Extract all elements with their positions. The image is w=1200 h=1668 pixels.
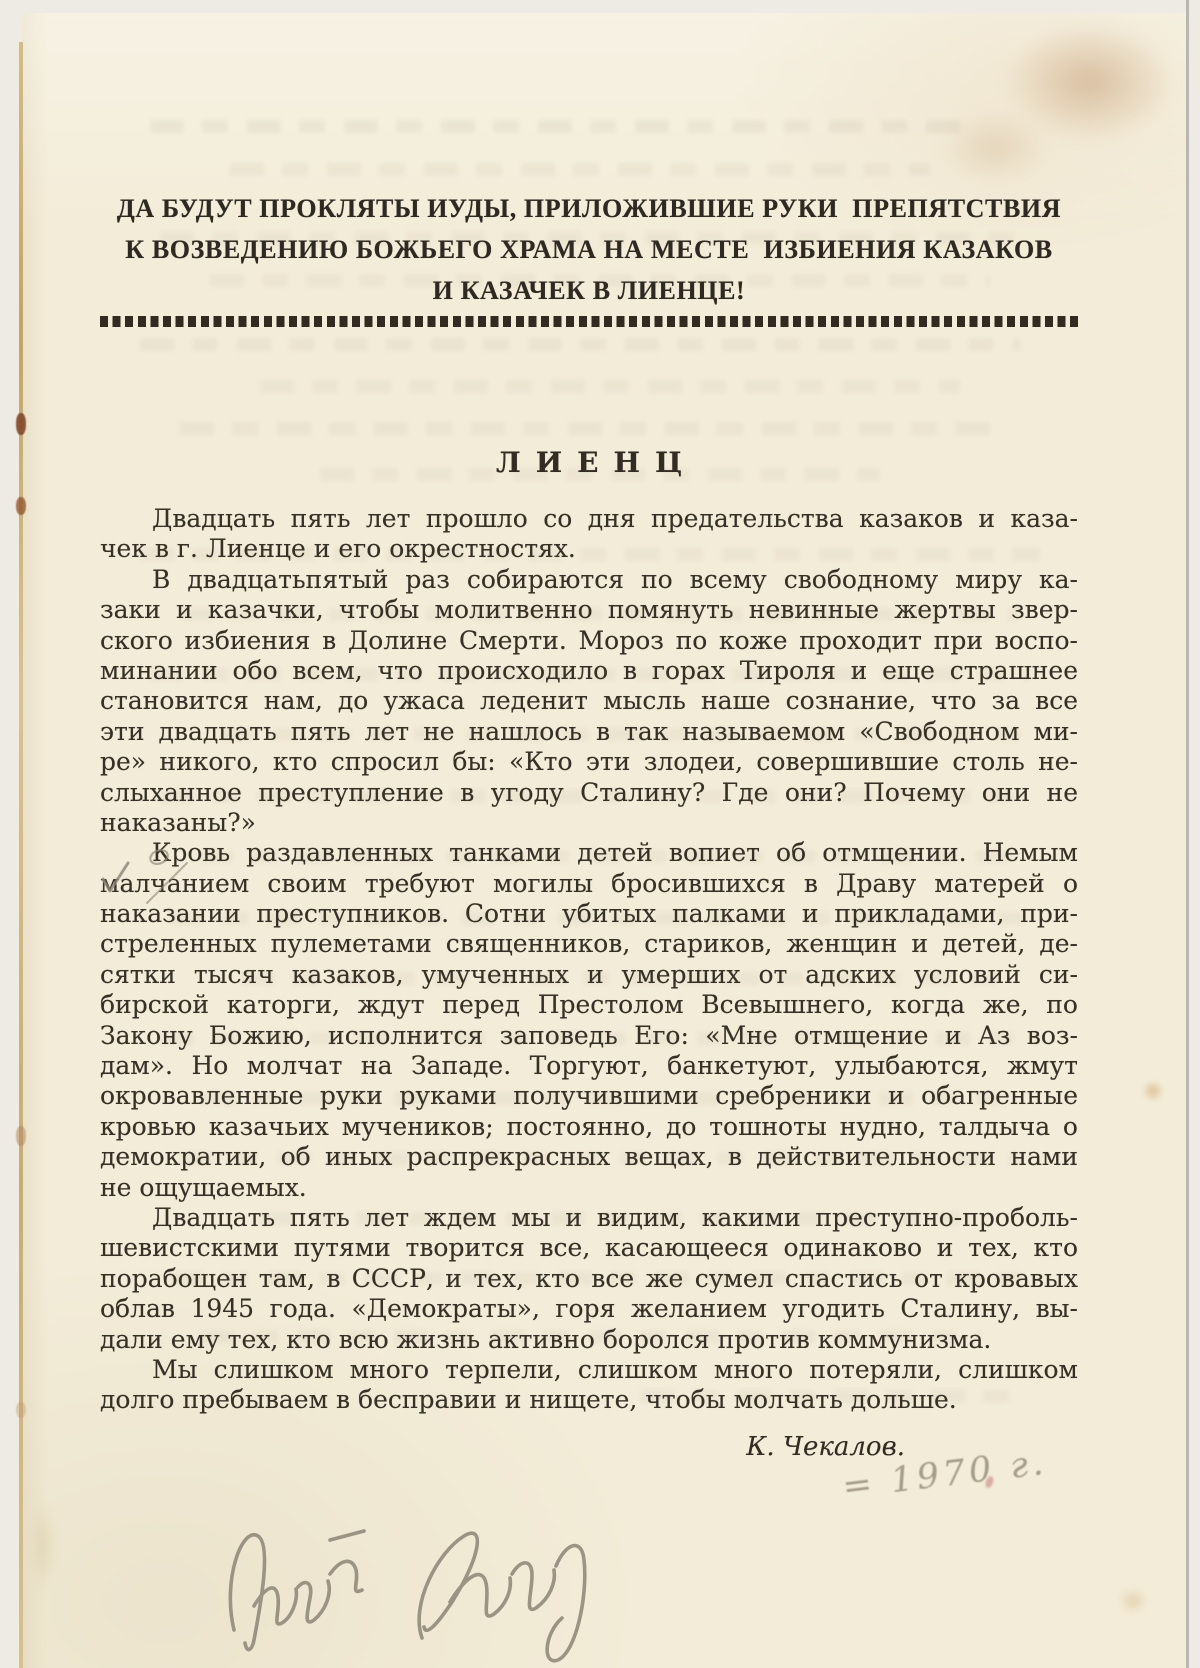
ghost-text-line (150, 120, 970, 133)
text-line: окровавленные руки руками получившими сребреники и обагренные (100, 1081, 1078, 1111)
text-line: долго пребываем в бесправии и нищете, чтобы молчать дольше. (100, 1385, 957, 1415)
text-line: дам». Но молчат на Западе. Торгуют, банкетуют, улыбаются, жмут (100, 1051, 1078, 1081)
foxing-stain (30, 1500, 56, 1590)
text-line: демократии, об иных распрекрасных вещах, в действительности нами (100, 1142, 1078, 1172)
text-line: шевистскими путями творится все, касающееся одинаково и тех, кто (100, 1233, 1078, 1263)
staple-rust-mark (16, 1402, 26, 1418)
pencil-circle-mark (148, 848, 170, 867)
text-line: Закону Божию, исполнится заповедь Его: «Мне отмщение и Аз воз- (100, 1020, 1078, 1050)
text-line: порабощен там, в СССР, и тех, кто все же сумел спастись от кровавых (100, 1263, 1078, 1293)
dashed-rule-divider (100, 316, 1078, 327)
text-line: облав 1945 года. «Демократы», горя желанием угодить Сталину, вы- (100, 1294, 1078, 1324)
masthead-header (100, 188, 1078, 311)
signature-stroke (419, 1533, 477, 1638)
text-line: стреленных пулеметами священников, стариков, женщин и детей, де- (100, 929, 1078, 959)
pencil-margin-marks (95, 845, 205, 925)
pencil-checkmark (103, 863, 128, 891)
foxing-stain (1118, 1588, 1148, 1614)
text-line: ре» никого, кто спросил бы: «Кто эти злодеи, совершившие столь не- (100, 747, 1078, 777)
text-line: кровью казачьих мучеников; постоянно, до тошноты нудно, талдыча о (100, 1111, 1078, 1141)
staple-rust-mark (16, 1126, 26, 1146)
page-right-edge (1186, 0, 1189, 1668)
signature-stroke (330, 1561, 362, 1591)
text-line: малчанием своим требуют могилы бросившихся в Драву матерей о (100, 868, 1078, 898)
text-line: Кровь раздавленных танками детей вопиет об отмщении. Немым (152, 838, 1078, 868)
ghost-text-line (230, 163, 930, 176)
ghost-text-line (180, 422, 1000, 435)
text-line: В двадцатьпятый раз собираются по всему свободному миру ка- (152, 564, 1078, 594)
masthead-line: ДА БУДУТ ПРОКЛЯТЫ ИУДЫ, ПРИЛОЖИВШИЕ РУКИ ПРЕПЯТСТВИЯ (116, 194, 1062, 223)
text-line: ского избиения в Долине Смерти. Мороз по коже проходит при воспо- (100, 625, 1078, 655)
text-line: наказаны?» (100, 807, 256, 837)
text-line: Двадцать пять лет прошло со дня предательства казаков и каза- (152, 504, 1078, 533)
signature-stroke (547, 1546, 585, 1661)
signature-stroke (512, 1563, 554, 1610)
staple-rust-mark (16, 413, 26, 435)
masthead-line: И КАЗАЧЕК В ЛИЕНЦЕ! (432, 276, 746, 305)
text-line: становится нам, до ужаса леденит мысль наше сознание, что за все (100, 686, 1078, 716)
ghost-text-line (260, 380, 960, 393)
text-line: заки и казачки, чтобы молитвенно помянуть невинные жертвы звер- (100, 595, 1078, 625)
pencil-slash-mark (147, 863, 187, 903)
masthead-line: К ВОЗВЕДЕНИЮ БОЖЬЕГО ХРАМА НА МЕСТЕ ИЗБИЕНИЯ КАЗАКОВ (125, 235, 1053, 264)
author-byline: К. Чекалов. (746, 1432, 905, 1462)
signature-stroke (330, 1531, 364, 1540)
text-line: не ощущаемых. (100, 1172, 307, 1202)
page-left-edge (19, 42, 23, 1668)
text-line: наказании преступников. Сотни убитых палками и прикладами, при- (100, 899, 1078, 929)
article-body (100, 504, 1078, 1416)
pencil-year-note: = 1970 г. (840, 1442, 1050, 1508)
text-line: эти двадцать пять лет не нашлось в так называемом «Свободном ми- (100, 716, 1078, 746)
text-line: Двадцать пять лет ждем мы и видим, какими преступно-проболь- (152, 1202, 1078, 1232)
ghost-text-line (140, 338, 1020, 351)
text-line: чек в г. Лиенце и его окрестностях. (100, 534, 576, 564)
foxing-stain (940, 110, 1050, 185)
text-line: бирской каторги, ждут перед Престолом Всевышнего, когда же, по (100, 990, 1078, 1020)
text-line: Мы слишком много терпели, слишком много потеряли, слишком (152, 1354, 1078, 1384)
signature-stroke (230, 1535, 264, 1650)
foxing-stain (1142, 1080, 1164, 1102)
staple-rust-mark (16, 497, 26, 515)
article-title: ЛИЕНЦ (495, 446, 698, 479)
pencil-signature (212, 1510, 612, 1668)
text-line: дали ему тех, кто всю жизнь активно боролся против коммунизма. (100, 1324, 992, 1354)
signature-stroke (450, 1575, 510, 1616)
signature-stroke (298, 1581, 329, 1622)
text-line: сятки тысяч казаков, умученных и умерших от адских условий си- (100, 959, 1078, 989)
text-line: минании обо всем, что происходило в горах Тироля и еще страшнее (100, 655, 1078, 685)
text-line: слыханное преступление в угоду Сталину? Где они? Почему они не (100, 777, 1078, 807)
